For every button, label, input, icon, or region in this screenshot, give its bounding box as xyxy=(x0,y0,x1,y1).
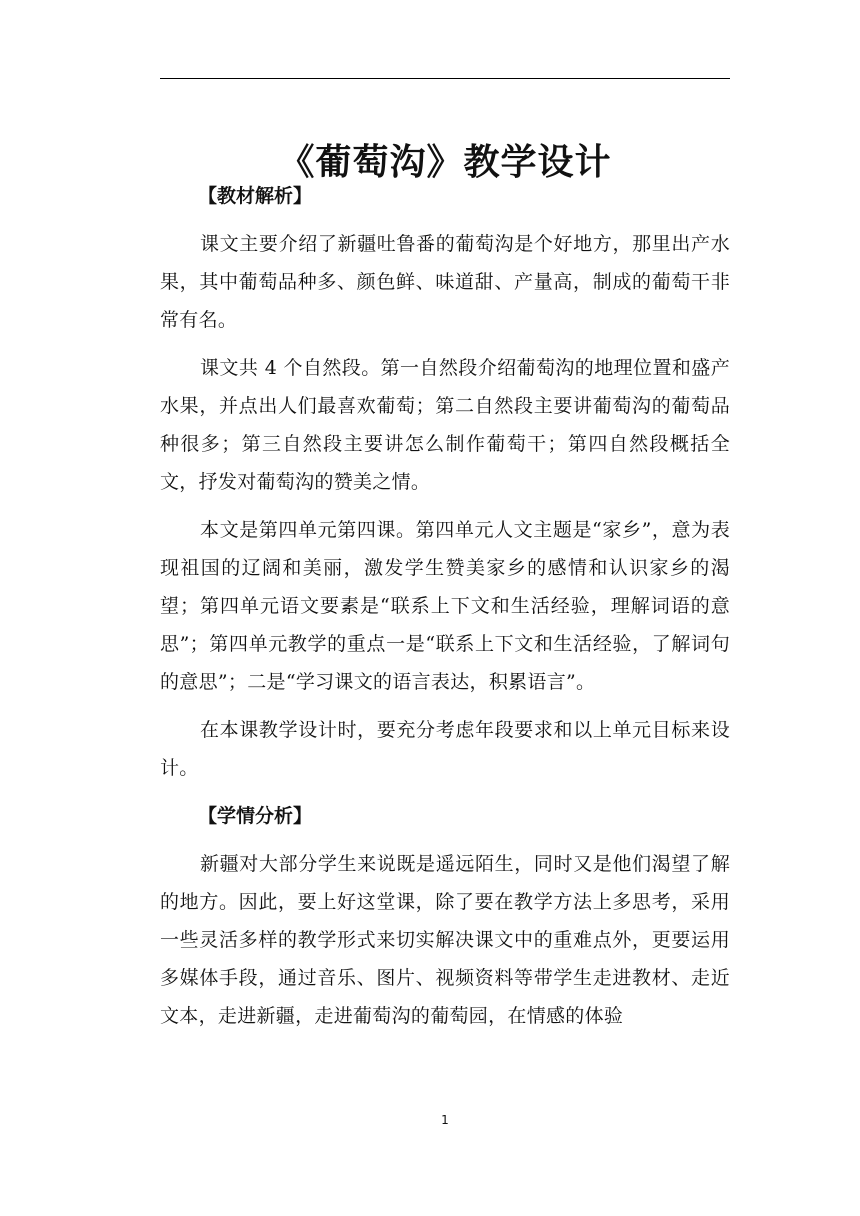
paragraph: 在本课教学设计时，要充分考虑年段要求和以上单元目标来设计。 xyxy=(160,719,730,779)
paragraph: 课文主要介绍了新疆吐鲁番的葡萄沟是个好地方，那里出产水果，其中葡萄品种多、颜色鲜、味道甜、产量高，制成的葡萄干非常有名。 xyxy=(160,233,730,331)
page-number: 1 xyxy=(441,1113,449,1127)
header-rule xyxy=(160,78,730,79)
document-body xyxy=(160,177,730,1045)
document-title: 《葡萄沟》教学设计 xyxy=(278,141,612,184)
section-heading-textbook-analysis: 【教材解析】 xyxy=(198,185,313,207)
paragraph: 新疆对大部分学生来说既是遥远陌生，同时又是他们渴望了解的地方。因此，要上好这堂课，除了要在教学方法上多思考，采用一些灵活多样的教学形式来切实解决课文中的重难点外，更要运用多媒体手段，通过音乐、图片、视频资料等带学生走进教材、走近文本，走进新疆，走进葡萄沟的葡萄园，在情感的体验 xyxy=(160,853,730,1027)
paragraph: 课文共 4 个自然段。第一自然段介绍葡萄沟的地理位置和盛产水果，并点出人们最喜欢葡萄；第二自然段主要讲葡萄沟的葡萄品种很多；第三自然段主要讲怎么制作葡萄干；第四自然段概括全文，抒发对葡萄沟的赞美之情。 xyxy=(160,357,730,493)
section-heading-learner-analysis: 【学情分析】 xyxy=(198,805,313,827)
paragraph: 本文是第四单元第四课。第四单元人文主题是“家乡”，意为表现祖国的辽阔和美丽，激发学生赞美家乡的感情和认识家乡的渴望；第四单元语文要素是“联系上下文和生活经验，理解词语的意思”；第四单元教学的重点一是“联系上下文和生活经验，了解词句的意思”；二是“学习课文的语言表达，积累语言”。 xyxy=(160,519,730,693)
